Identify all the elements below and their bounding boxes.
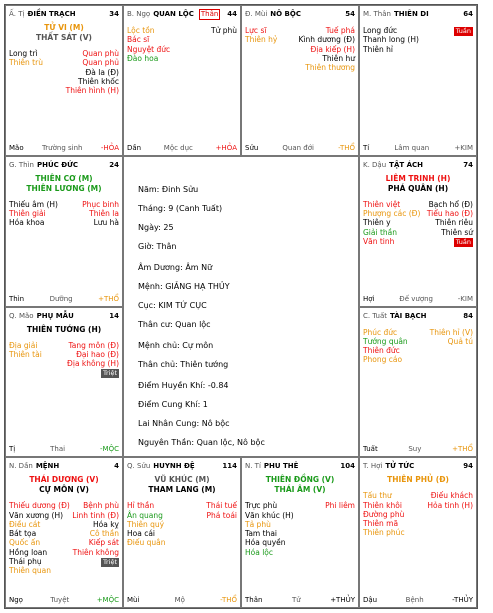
- palace-stem: M. Thân: [363, 10, 391, 18]
- palace-age: 34: [109, 10, 119, 18]
- minor-star: Thiên sứ: [441, 227, 473, 237]
- palace-name: ĐIỀN TRẠCH: [27, 10, 76, 18]
- main-star: PHÁ QUÂN (H): [387, 183, 449, 193]
- minor-stars: [127, 501, 237, 547]
- minor-star: Phong cáo: [363, 355, 403, 365]
- center-block: [138, 263, 358, 329]
- horoscope-grid: [4, 4, 478, 609]
- minor-star: Điều cát: [9, 519, 41, 529]
- minor-star: Tuế phá: [325, 26, 355, 35]
- minor-star: Quan phủ: [82, 58, 119, 68]
- minor-star: Thiên khôi: [363, 500, 402, 510]
- palace-age: 104: [340, 462, 355, 471]
- footer-element: -THỔ: [338, 143, 355, 152]
- palace-header-left: [9, 312, 74, 320]
- footer-element: +MỘC: [96, 596, 119, 604]
- minor-star: Địa kiếp (H): [310, 44, 355, 54]
- footer-element: -THỦY: [452, 596, 473, 604]
- palace-header: [245, 460, 355, 472]
- minor-stars-right: [206, 501, 237, 547]
- minor-star: Văn khúc (H): [245, 510, 294, 520]
- palace-stem: B. Ngọ: [127, 10, 151, 18]
- minor-star: Hỏa tinh (H): [427, 500, 473, 510]
- footer-stage: Tuyệt: [50, 596, 70, 604]
- center-line: Điểm Huyền Khí: -0.84: [138, 380, 229, 390]
- minor-star: Thiên y: [363, 218, 391, 228]
- palace-cell[interactable]: [123, 457, 241, 608]
- palace-header-left: [245, 462, 298, 470]
- minor-star: Hóa quyền: [245, 538, 286, 548]
- minor-star: Quan phù: [82, 49, 119, 58]
- main-stars: [9, 23, 119, 43]
- footer-element: -THỔ: [220, 596, 237, 604]
- minor-star: Thiên trù: [9, 58, 43, 68]
- palace-stem: Q. Sửu: [127, 462, 151, 471]
- minor-star: Thiên la: [89, 209, 119, 219]
- palace-cell[interactable]: [5, 457, 123, 608]
- minor-star: Cô thần: [89, 529, 119, 539]
- center-line: Cục: KIM TỨ CỤC: [138, 300, 207, 310]
- minor-stars: [363, 200, 473, 247]
- footer-stage: Bệnh: [405, 596, 424, 604]
- footer-branch: Sửu: [245, 143, 259, 152]
- minor-star: Thanh long (H): [363, 35, 419, 45]
- palace-footer: [245, 596, 355, 604]
- minor-star: Lộc tồn: [127, 26, 155, 35]
- palace-stem: Q. Mão: [9, 311, 34, 320]
- minor-stars: [363, 26, 473, 54]
- palace-age: 14: [109, 311, 119, 320]
- minor-star: Thái tuế: [206, 501, 237, 511]
- minor-star: Tam thai: [245, 529, 277, 539]
- center-block: [138, 341, 358, 369]
- minor-star: Tướng quân: [363, 336, 408, 346]
- footer-stage: Mộ: [174, 596, 185, 604]
- minor-star: Lực sĩ: [245, 26, 267, 35]
- palace-age: 114: [222, 462, 237, 471]
- palace-age: 94: [463, 462, 473, 471]
- minor-star: Lưu hà: [93, 218, 119, 228]
- main-stars: [363, 475, 473, 485]
- minor-stars-left: [363, 26, 419, 54]
- minor-stars: [245, 26, 355, 72]
- minor-star: Đại hao (Đ): [76, 349, 119, 359]
- minor-star: Thiên tài: [9, 349, 42, 359]
- palace-age: 54: [345, 10, 355, 18]
- palace-cell[interactable]: [359, 156, 477, 307]
- center-line: Mệnh: GIẢNG HẠ THỦY: [138, 281, 230, 291]
- palace-name: HUYNH ĐỆ: [153, 462, 195, 471]
- minor-star: Thiên quý: [127, 519, 165, 529]
- main-star: THIÊN LƯƠNG (M): [26, 183, 102, 193]
- palace-cell[interactable]: [359, 457, 477, 608]
- minor-star: Hóa kỵ: [93, 519, 119, 529]
- palace-header-left: [127, 9, 220, 20]
- palace-age: 4: [114, 462, 119, 471]
- minor-star: Thiên riêu: [435, 218, 473, 228]
- minor-star: Thiên hư: [322, 53, 355, 63]
- minor-star: Thiên việt: [363, 199, 401, 209]
- palace-header: [363, 8, 473, 20]
- center-line: Thân chủ: Thiên tướng: [138, 359, 229, 369]
- center-block: [138, 381, 358, 447]
- palace-name: TẬT ÁCH: [389, 160, 423, 169]
- main-star: TỬ VI (M): [44, 23, 84, 32]
- minor-stars-left: [363, 200, 420, 247]
- footer-branch: Ngọ: [9, 596, 23, 604]
- minor-stars-left: [363, 491, 405, 537]
- minor-stars: [127, 26, 237, 63]
- minor-star: Đường phù: [363, 509, 405, 519]
- palace-header: [363, 159, 473, 171]
- palace-header-left: [363, 312, 426, 320]
- palace-header: [363, 310, 473, 322]
- minor-star: Điếu quân: [127, 538, 166, 548]
- palace-stem: Ấ. Tị: [9, 10, 25, 18]
- footer-stage: Suy: [408, 445, 422, 454]
- minor-stars-right: [72, 501, 119, 575]
- minor-star: Đào hoa: [127, 53, 159, 63]
- minor-stars-left: [245, 26, 277, 72]
- minor-star: Tang môn (Đ): [68, 340, 119, 350]
- main-stars: [9, 174, 119, 194]
- than-badge: Thân: [200, 9, 219, 18]
- minor-star: Thiên khốc: [78, 76, 119, 86]
- palace-cell[interactable]: [5, 5, 123, 156]
- palace-footer: [363, 596, 473, 604]
- center-line: Thân cư: Quan lộc: [138, 319, 211, 329]
- palace-cell[interactable]: [123, 5, 241, 156]
- minor-star: Ân quang: [127, 510, 163, 520]
- minor-stars-right: [298, 26, 355, 72]
- minor-star: Linh tinh (Đ): [72, 510, 119, 520]
- minor-stars-left: [9, 501, 70, 575]
- palace-name: THIÊN DI: [393, 10, 429, 18]
- center-info-panel: [123, 156, 359, 458]
- palace-footer: [363, 445, 473, 453]
- center-line: Lai Nhân Cung: Nô bộc: [138, 418, 230, 428]
- footer-branch: Tí: [363, 143, 370, 152]
- footer-stage: Lâm quan: [394, 143, 430, 152]
- minor-star: Thiên giải: [9, 209, 46, 219]
- palace-stem: N. Tí: [245, 462, 261, 471]
- palace-header: [9, 159, 119, 171]
- minor-star: Điếu khách: [430, 491, 473, 501]
- minor-star: Địa không (H): [67, 359, 119, 369]
- palace-footer: [9, 295, 119, 303]
- center-line: Mệnh chủ: Cự môn: [138, 340, 214, 350]
- main-star: THIÊN CƠ (M): [35, 173, 93, 183]
- status-badge: Tuần: [455, 237, 471, 246]
- palace-header-left: [127, 462, 195, 470]
- palace-header: [245, 8, 355, 20]
- minor-stars: [245, 501, 355, 557]
- minor-stars-left: [245, 501, 294, 557]
- minor-stars: [363, 491, 473, 537]
- minor-star: Bác sĩ: [127, 35, 150, 45]
- palace-stem: Đ. Mùi: [245, 10, 268, 18]
- minor-star: Thiên hình (H): [65, 86, 119, 96]
- palace-cell[interactable]: [359, 5, 477, 156]
- footer-element: -HỎA: [100, 143, 119, 152]
- palace-footer: [363, 295, 473, 303]
- minor-star: Bát tọa: [9, 529, 37, 539]
- minor-stars-right: [427, 200, 473, 247]
- minor-star: Thiên quan: [9, 566, 52, 576]
- palace-cell[interactable]: [241, 5, 359, 156]
- palace-footer: [9, 144, 119, 152]
- minor-star: Bệnh phù: [83, 501, 119, 511]
- palace-stem: C. Tuất: [363, 311, 388, 320]
- minor-stars: [9, 49, 119, 95]
- minor-star: Hỉ thần: [127, 501, 155, 511]
- palace-footer: [245, 144, 355, 152]
- palace-header: [127, 8, 237, 20]
- main-stars: [127, 475, 237, 495]
- palace-header-left: [363, 10, 429, 18]
- minor-star: Tiểu hao (Đ): [426, 209, 473, 219]
- minor-stars-left: [9, 49, 43, 95]
- main-stars: [245, 475, 355, 495]
- minor-stars-right: [454, 26, 473, 54]
- palace-header: [9, 310, 119, 322]
- footer-element: +HỎA: [215, 143, 237, 152]
- minor-star: Hồng loan: [9, 547, 48, 557]
- footer-branch: Thìn: [9, 294, 25, 303]
- palace-header: [127, 460, 237, 472]
- center-line: Nguyên Thần: Quan lộc, Nô bộc: [138, 437, 265, 447]
- footer-stage: Đế vượng: [399, 294, 433, 303]
- palace-footer: [127, 596, 237, 604]
- palace-cell[interactable]: [5, 156, 123, 307]
- minor-stars-right: [430, 328, 473, 365]
- main-star: THÁI ÂM (V): [274, 485, 326, 495]
- center-block: [138, 185, 358, 251]
- palace-cell[interactable]: [241, 457, 359, 608]
- minor-stars-left: [127, 26, 170, 63]
- palace-header-left: [363, 462, 414, 470]
- minor-star: Hóa khoa: [9, 218, 45, 228]
- minor-star: Thái phụ: [9, 557, 42, 567]
- minor-star: Phượng các (Đ): [363, 209, 421, 219]
- minor-star: Tử phù: [211, 26, 237, 35]
- minor-stars: [363, 328, 473, 365]
- minor-stars-right: [427, 491, 473, 537]
- center-line: Ngày: 25: [138, 222, 174, 232]
- minor-star: Thiên phúc: [363, 528, 405, 538]
- status-badge: Tuần: [455, 27, 471, 35]
- palace-stem: K. Dậu: [363, 160, 387, 169]
- minor-stars-left: [9, 200, 58, 228]
- palace-header: [9, 8, 119, 20]
- minor-stars-right: [325, 501, 355, 557]
- minor-star: Thiên hỉ (V): [429, 327, 473, 337]
- main-star: THIÊN TƯỚNG (H): [26, 324, 102, 334]
- minor-star: Hóa lộc: [245, 547, 274, 557]
- palace-age: 64: [463, 10, 473, 18]
- footer-element: +THỦY: [330, 596, 355, 604]
- palace-name: PHÚC ĐỨC: [36, 160, 79, 169]
- main-star: THẤT SÁT (V): [36, 33, 92, 42]
- minor-star: Trực phù: [245, 501, 278, 511]
- palace-cell[interactable]: [5, 307, 123, 458]
- minor-star: Kình dương (Đ): [298, 35, 355, 45]
- palace-age: 74: [463, 160, 473, 169]
- main-star: THÁI DƯƠNG (V): [29, 475, 99, 485]
- status-badge: Triệt: [102, 369, 117, 378]
- main-star: VŨ KHÚC (M): [154, 475, 210, 485]
- footer-stage: Quan đới: [282, 143, 314, 152]
- minor-star: Thiên không: [72, 547, 119, 557]
- palace-name: NÔ BỘC: [270, 10, 301, 18]
- minor-star: Thiếu dương (Đ): [9, 501, 70, 511]
- palace-header-left: [9, 10, 76, 18]
- minor-star: Địa giải: [9, 340, 38, 350]
- minor-star: Thiên đức: [363, 346, 400, 356]
- palace-name: PHỤ MẪU: [36, 311, 74, 320]
- minor-star: Thiên hỉ: [363, 44, 394, 54]
- minor-stars-left: [9, 341, 42, 379]
- center-line: Âm Dương: Âm Nữ: [138, 262, 213, 272]
- minor-stars: [9, 341, 119, 379]
- minor-star: Phục binh: [82, 199, 119, 209]
- minor-star: Nguyệt đức: [127, 44, 171, 54]
- palace-age: 44: [227, 10, 237, 18]
- main-stars: [9, 325, 119, 335]
- minor-star: Quốc ấn: [9, 538, 41, 548]
- minor-stars: [9, 501, 119, 575]
- palace-footer: [9, 445, 119, 453]
- main-stars: [9, 475, 119, 495]
- palace-header: [363, 460, 473, 472]
- minor-star: Phi liêm: [325, 501, 355, 511]
- palace-footer: [127, 144, 237, 152]
- palace-stem: N. Dần: [9, 462, 33, 471]
- minor-star: Tả phù: [245, 519, 271, 529]
- footer-branch: Dậu: [363, 596, 378, 604]
- main-star: THAM LANG (M): [148, 485, 216, 495]
- palace-stem: G. Thìn: [9, 160, 34, 169]
- palace-stem: T. Hợi: [363, 462, 383, 471]
- status-badge: Triệt: [102, 558, 117, 567]
- minor-star: Giải thần: [363, 227, 398, 237]
- main-star: THIÊN ĐỒNG (V): [265, 475, 335, 485]
- minor-star: Long trì: [9, 49, 38, 58]
- minor-star: Văn tinh: [363, 236, 395, 246]
- palace-age: 24: [109, 160, 119, 169]
- minor-stars-left: [363, 328, 408, 365]
- footer-branch: Tị: [9, 445, 16, 454]
- footer-stage: Tử: [291, 596, 301, 604]
- palace-name: TÀI BẠCH: [390, 311, 427, 320]
- footer-stage: Trường sinh: [42, 143, 83, 152]
- minor-stars-right: [82, 200, 119, 228]
- center-line: Tháng: 9 (Canh Tuất): [138, 203, 223, 213]
- main-star: LIÊM TRINH (H): [385, 173, 451, 183]
- palace-age: 84: [463, 311, 473, 320]
- palace-name: QUAN LỘC: [153, 10, 194, 18]
- footer-branch: Thân: [245, 596, 263, 604]
- footer-branch: Dần: [127, 143, 142, 152]
- palace-name: MỆNH: [35, 462, 60, 471]
- footer-branch: Hợi: [363, 294, 375, 303]
- palace-header-left: [245, 10, 301, 18]
- palace-name: TỬ TỨC: [385, 462, 415, 471]
- minor-star: Bạch hổ (Đ): [428, 199, 473, 209]
- palace-header-left: [9, 161, 78, 169]
- center-line: Giờ: Thân: [138, 241, 177, 251]
- minor-stars: [9, 200, 119, 228]
- main-star: THIÊN PHỦ (Đ): [387, 475, 449, 485]
- footer-branch: Mão: [9, 143, 24, 152]
- palace-cell[interactable]: [359, 307, 477, 458]
- minor-stars-left: [127, 501, 166, 547]
- center-line: Năm: Đinh Sửu: [138, 184, 199, 194]
- palace-header-left: [363, 161, 423, 169]
- minor-star: Thiên mã: [363, 519, 399, 529]
- minor-star: Phá toái: [206, 510, 237, 520]
- center-line: Điểm Cung Khí: 1: [138, 399, 208, 409]
- footer-stage: Mộc dục: [163, 143, 193, 152]
- minor-star: Đà la (Đ): [85, 67, 119, 77]
- minor-star: Hoa cái: [127, 529, 156, 539]
- palace-name: PHU THÊ: [263, 462, 299, 471]
- minor-star: Long đức: [363, 26, 398, 35]
- minor-star: Thiên thương: [305, 63, 355, 73]
- palace-header-left: [9, 462, 59, 470]
- minor-star: Thiếu âm (H): [9, 199, 58, 209]
- main-stars: [363, 174, 473, 194]
- footer-element: +THỔ: [98, 294, 119, 303]
- footer-branch: Mùi: [127, 596, 140, 604]
- palace-footer: [363, 144, 473, 152]
- minor-star: Thiên hỷ: [245, 35, 278, 45]
- minor-star: Kiếp sát: [88, 538, 119, 548]
- minor-stars-right: [66, 49, 119, 95]
- footer-element: +KIM: [454, 143, 473, 152]
- minor-star: Phúc đức: [363, 327, 398, 337]
- palace-footer: [9, 596, 119, 604]
- main-star: CỰ MÔN (V): [39, 485, 89, 495]
- minor-stars-right: [67, 341, 119, 379]
- minor-star: Tấu thư: [363, 491, 392, 501]
- footer-element: -MỘC: [100, 445, 119, 454]
- footer-element: +THỔ: [452, 445, 473, 454]
- palace-header: [9, 460, 119, 472]
- minor-star: Quả tú: [447, 336, 473, 346]
- footer-element: -KIM: [457, 294, 473, 303]
- minor-stars-right: [211, 26, 237, 63]
- footer-stage: Thai: [50, 445, 66, 454]
- footer-stage: Dưỡng: [49, 294, 73, 303]
- footer-branch: Tuất: [363, 445, 378, 454]
- minor-star: Văn xương (H): [9, 510, 64, 520]
